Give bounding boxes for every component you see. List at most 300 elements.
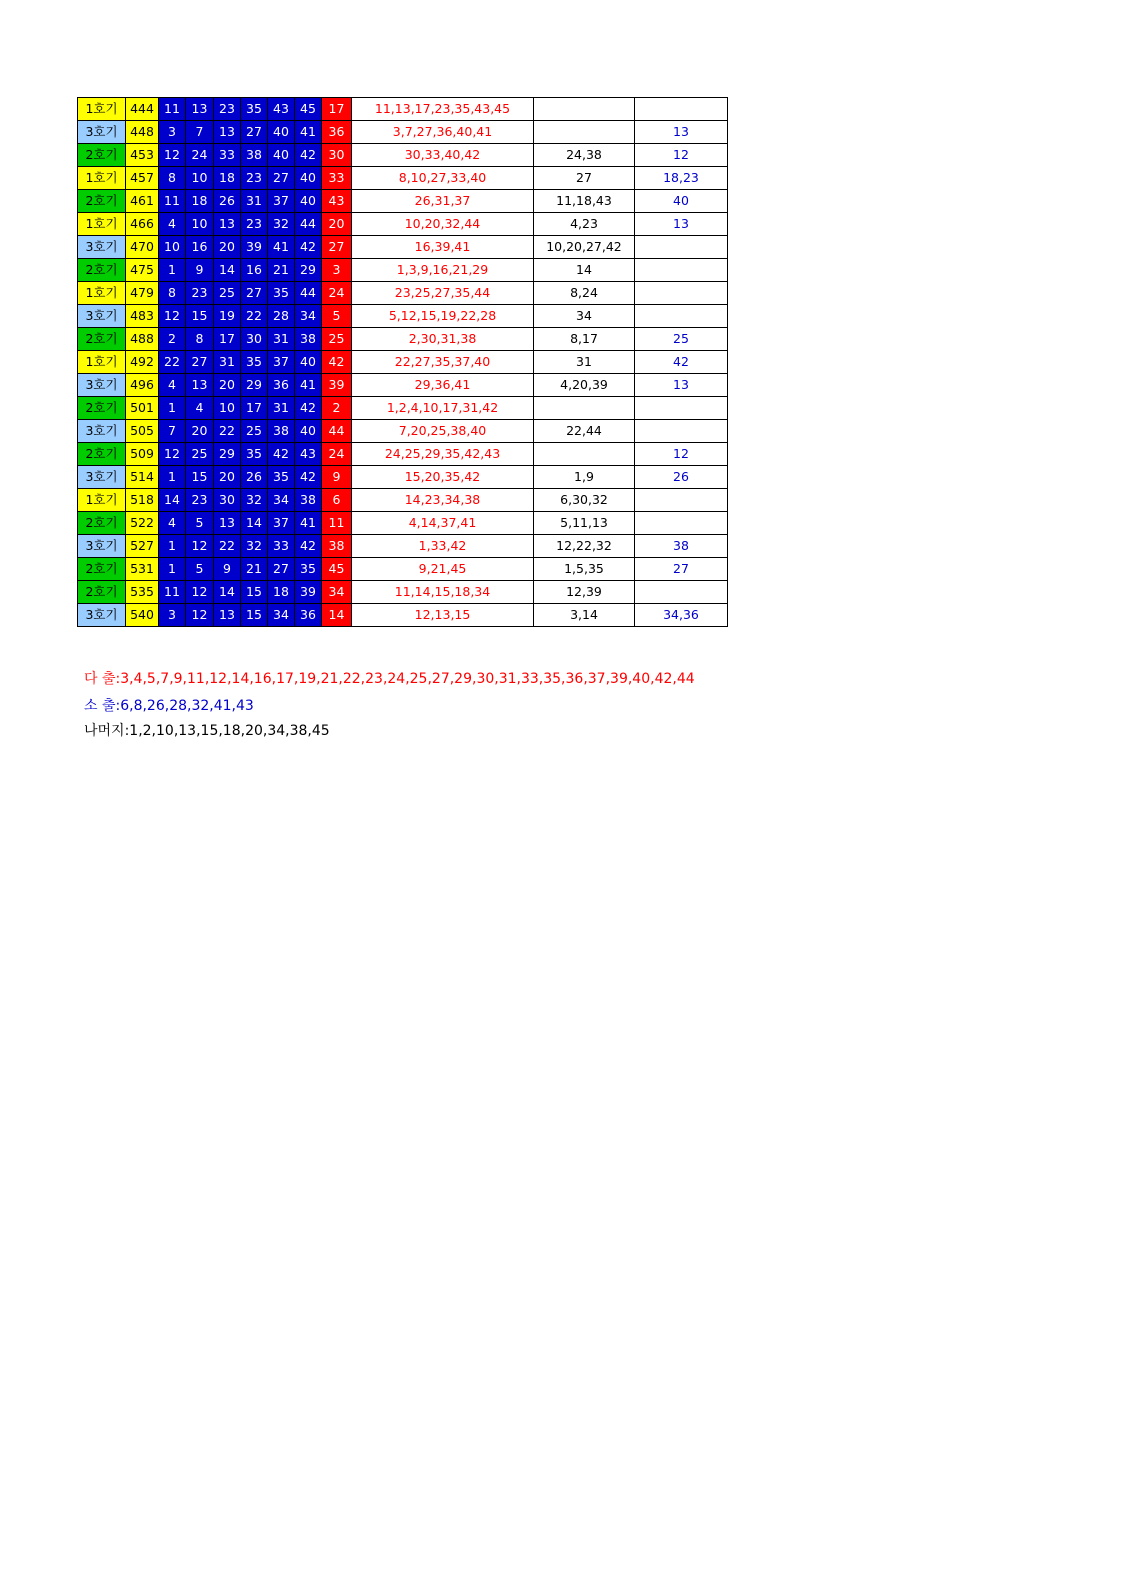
draw-number-cell: 475 <box>126 259 159 282</box>
machine-cell: 2호기 <box>78 190 126 213</box>
number-cell: 27 <box>241 282 268 305</box>
few-list-cell: 13 <box>635 121 728 144</box>
number-cell: 10 <box>214 397 241 420</box>
number-cell: 42 <box>295 397 322 420</box>
bonus-number-cell: 44 <box>322 420 352 443</box>
number-cell: 36 <box>268 374 295 397</box>
many-list-cell: 26,31,37 <box>352 190 534 213</box>
few-list-cell: 25 <box>635 328 728 351</box>
number-cell: 2 <box>159 328 186 351</box>
few-list-cell: 34,36 <box>635 604 728 627</box>
draw-number-cell: 488 <box>126 328 159 351</box>
number-cell: 7 <box>186 121 214 144</box>
few-list-cell: 38 <box>635 535 728 558</box>
number-cell: 25 <box>186 443 214 466</box>
rest-list-cell: 1,9 <box>534 466 635 489</box>
table-row <box>78 282 728 305</box>
number-cell: 37 <box>268 512 295 535</box>
number-cell: 20 <box>214 236 241 259</box>
machine-cell: 1호기 <box>78 98 126 121</box>
number-cell: 12 <box>159 305 186 328</box>
number-cell: 27 <box>268 558 295 581</box>
draw-number-cell: 531 <box>126 558 159 581</box>
number-cell: 11 <box>159 581 186 604</box>
few-list-cell <box>635 489 728 512</box>
number-cell: 38 <box>295 328 322 351</box>
table-row <box>78 167 728 190</box>
table-row <box>78 512 728 535</box>
number-cell: 14 <box>159 489 186 512</box>
many-list-cell: 12,13,15 <box>352 604 534 627</box>
machine-cell: 3호기 <box>78 604 126 627</box>
number-cell: 41 <box>268 236 295 259</box>
many-list-cell: 5,12,15,19,22,28 <box>352 305 534 328</box>
machine-cell: 2호기 <box>78 512 126 535</box>
table-row <box>78 397 728 420</box>
number-cell: 13 <box>214 604 241 627</box>
rest-list-cell: 14 <box>534 259 635 282</box>
number-cell: 4 <box>159 512 186 535</box>
number-cell: 23 <box>214 98 241 121</box>
number-cell: 21 <box>241 558 268 581</box>
number-cell: 16 <box>186 236 214 259</box>
draw-number-cell: 466 <box>126 213 159 236</box>
number-cell: 35 <box>295 558 322 581</box>
machine-cell: 1호기 <box>78 167 126 190</box>
number-cell: 10 <box>159 236 186 259</box>
table-row <box>78 144 728 167</box>
draw-number-cell: 522 <box>126 512 159 535</box>
bonus-number-cell: 17 <box>322 98 352 121</box>
bonus-number-cell: 24 <box>322 443 352 466</box>
number-cell: 8 <box>159 282 186 305</box>
number-cell: 25 <box>241 420 268 443</box>
number-cell: 18 <box>268 581 295 604</box>
number-cell: 41 <box>295 374 322 397</box>
table-row <box>78 98 728 121</box>
few-list-cell <box>635 512 728 535</box>
number-cell: 4 <box>159 213 186 236</box>
many-list-cell: 29,36,41 <box>352 374 534 397</box>
table-row <box>78 604 728 627</box>
few-values: 6,8,26,28,32,41,43 <box>120 698 254 714</box>
machine-cell: 2호기 <box>78 397 126 420</box>
number-cell: 18 <box>214 167 241 190</box>
number-cell: 3 <box>159 121 186 144</box>
number-cell: 37 <box>268 190 295 213</box>
few-list-cell <box>635 420 728 443</box>
number-cell: 22 <box>214 535 241 558</box>
number-cell: 9 <box>214 558 241 581</box>
rest-list-cell: 3,14 <box>534 604 635 627</box>
number-cell: 42 <box>295 466 322 489</box>
bonus-number-cell: 27 <box>322 236 352 259</box>
machine-cell: 2호기 <box>78 558 126 581</box>
draw-number-cell: 501 <box>126 397 159 420</box>
table-row <box>78 190 728 213</box>
bonus-number-cell: 33 <box>322 167 352 190</box>
rest-list-cell <box>534 397 635 420</box>
number-cell: 20 <box>186 420 214 443</box>
bonus-number-cell: 20 <box>322 213 352 236</box>
number-cell: 12 <box>186 581 214 604</box>
number-cell: 14 <box>214 581 241 604</box>
machine-cell: 2호기 <box>78 328 126 351</box>
number-cell: 27 <box>186 351 214 374</box>
number-cell: 23 <box>241 167 268 190</box>
number-cell: 35 <box>241 443 268 466</box>
machine-cell: 1호기 <box>78 489 126 512</box>
table-row <box>78 420 728 443</box>
few-list-cell: 12 <box>635 443 728 466</box>
many-summary <box>84 668 695 688</box>
number-cell: 33 <box>268 535 295 558</box>
number-cell: 32 <box>268 213 295 236</box>
bonus-number-cell: 9 <box>322 466 352 489</box>
number-cell: 45 <box>295 98 322 121</box>
machine-cell: 1호기 <box>78 351 126 374</box>
table-row <box>78 213 728 236</box>
number-cell: 15 <box>241 604 268 627</box>
bonus-number-cell: 2 <box>322 397 352 420</box>
bonus-number-cell: 6 <box>322 489 352 512</box>
bonus-number-cell: 34 <box>322 581 352 604</box>
number-cell: 31 <box>268 397 295 420</box>
number-cell: 15 <box>186 305 214 328</box>
number-cell: 8 <box>186 328 214 351</box>
machine-cell: 3호기 <box>78 374 126 397</box>
number-cell: 18 <box>186 190 214 213</box>
number-cell: 40 <box>295 351 322 374</box>
number-cell: 31 <box>268 328 295 351</box>
few-summary <box>84 695 254 715</box>
many-list-cell: 30,33,40,42 <box>352 144 534 167</box>
number-cell: 38 <box>268 420 295 443</box>
number-cell: 22 <box>214 420 241 443</box>
number-cell: 29 <box>295 259 322 282</box>
many-list-cell: 16,39,41 <box>352 236 534 259</box>
machine-cell: 2호기 <box>78 581 126 604</box>
number-cell: 12 <box>186 604 214 627</box>
number-cell: 3 <box>159 604 186 627</box>
number-cell: 34 <box>268 489 295 512</box>
draw-number-cell: 514 <box>126 466 159 489</box>
number-cell: 35 <box>241 351 268 374</box>
rest-label: 나머지: <box>84 723 130 739</box>
machine-cell: 2호기 <box>78 443 126 466</box>
table-row <box>78 121 728 144</box>
number-cell: 19 <box>214 305 241 328</box>
table-row <box>78 535 728 558</box>
draw-number-cell: 518 <box>126 489 159 512</box>
table-row <box>78 581 728 604</box>
number-cell: 35 <box>241 98 268 121</box>
number-cell: 17 <box>241 397 268 420</box>
rest-list-cell: 4,23 <box>534 213 635 236</box>
table-row <box>78 558 728 581</box>
number-cell: 31 <box>214 351 241 374</box>
number-cell: 40 <box>295 420 322 443</box>
number-cell: 1 <box>159 558 186 581</box>
many-values: 3,4,5,7,9,11,12,14,16,17,19,21,22,23,24,25,27,29,30,31,33,35,36,37,39,40,42,44 <box>120 671 695 687</box>
number-cell: 40 <box>295 167 322 190</box>
many-list-cell: 11,14,15,18,34 <box>352 581 534 604</box>
many-list-cell: 23,25,27,35,44 <box>352 282 534 305</box>
number-cell: 37 <box>268 351 295 374</box>
number-cell: 27 <box>241 121 268 144</box>
draw-number-cell: 457 <box>126 167 159 190</box>
number-cell: 42 <box>295 144 322 167</box>
few-list-cell <box>635 98 728 121</box>
rest-list-cell: 1,5,35 <box>534 558 635 581</box>
bonus-number-cell: 3 <box>322 259 352 282</box>
many-list-cell: 3,7,27,36,40,41 <box>352 121 534 144</box>
machine-cell: 3호기 <box>78 236 126 259</box>
number-cell: 13 <box>186 374 214 397</box>
number-cell: 16 <box>241 259 268 282</box>
number-cell: 1 <box>159 466 186 489</box>
number-cell: 25 <box>214 282 241 305</box>
number-cell: 23 <box>186 489 214 512</box>
bonus-number-cell: 25 <box>322 328 352 351</box>
many-list-cell: 9,21,45 <box>352 558 534 581</box>
rest-summary <box>84 720 330 740</box>
number-cell: 44 <box>295 213 322 236</box>
number-cell: 8 <box>159 167 186 190</box>
rest-list-cell: 5,11,13 <box>534 512 635 535</box>
number-cell: 13 <box>214 512 241 535</box>
few-list-cell: 12 <box>635 144 728 167</box>
machine-cell: 3호기 <box>78 305 126 328</box>
draw-number-cell: 535 <box>126 581 159 604</box>
number-cell: 32 <box>241 489 268 512</box>
many-list-cell: 1,33,42 <box>352 535 534 558</box>
number-cell: 11 <box>159 190 186 213</box>
rest-list-cell: 4,20,39 <box>534 374 635 397</box>
number-cell: 43 <box>268 98 295 121</box>
number-cell: 10 <box>186 167 214 190</box>
draw-number-cell: 492 <box>126 351 159 374</box>
number-cell: 34 <box>268 604 295 627</box>
few-list-cell <box>635 236 728 259</box>
rest-list-cell: 8,17 <box>534 328 635 351</box>
number-cell: 22 <box>241 305 268 328</box>
number-cell: 10 <box>186 213 214 236</box>
rest-list-cell <box>534 443 635 466</box>
number-cell: 35 <box>268 282 295 305</box>
draw-number-cell: 470 <box>126 236 159 259</box>
number-cell: 34 <box>295 305 322 328</box>
table-row <box>78 351 728 374</box>
rest-list-cell <box>534 98 635 121</box>
number-cell: 21 <box>268 259 295 282</box>
bonus-number-cell: 30 <box>322 144 352 167</box>
number-cell: 23 <box>186 282 214 305</box>
number-cell: 12 <box>186 535 214 558</box>
draw-number-cell: 505 <box>126 420 159 443</box>
number-cell: 41 <box>295 121 322 144</box>
number-cell: 28 <box>268 305 295 328</box>
bonus-number-cell: 45 <box>322 558 352 581</box>
draw-number-cell: 448 <box>126 121 159 144</box>
number-cell: 5 <box>186 558 214 581</box>
number-cell: 40 <box>295 190 322 213</box>
bonus-number-cell: 38 <box>322 535 352 558</box>
few-list-cell <box>635 397 728 420</box>
number-cell: 4 <box>159 374 186 397</box>
draw-number-cell: 453 <box>126 144 159 167</box>
rest-list-cell: 24,38 <box>534 144 635 167</box>
machine-cell: 1호기 <box>78 213 126 236</box>
bonus-number-cell: 42 <box>322 351 352 374</box>
number-cell: 12 <box>159 443 186 466</box>
few-list-cell: 42 <box>635 351 728 374</box>
machine-cell: 2호기 <box>78 144 126 167</box>
machine-cell: 3호기 <box>78 420 126 443</box>
many-list-cell: 24,25,29,35,42,43 <box>352 443 534 466</box>
number-cell: 4 <box>186 397 214 420</box>
number-cell: 1 <box>159 535 186 558</box>
draw-number-cell: 496 <box>126 374 159 397</box>
number-cell: 14 <box>241 512 268 535</box>
number-cell: 22 <box>159 351 186 374</box>
number-cell: 15 <box>186 466 214 489</box>
few-list-cell <box>635 581 728 604</box>
number-cell: 11 <box>159 98 186 121</box>
rest-list-cell: 11,18,43 <box>534 190 635 213</box>
rest-list-cell: 34 <box>534 305 635 328</box>
draw-number-cell: 461 <box>126 190 159 213</box>
draw-number-cell: 483 <box>126 305 159 328</box>
number-cell: 29 <box>214 443 241 466</box>
number-cell: 35 <box>268 466 295 489</box>
rest-list-cell: 6,30,32 <box>534 489 635 512</box>
lotto-history-table <box>77 97 728 627</box>
rest-list-cell: 8,24 <box>534 282 635 305</box>
number-cell: 44 <box>295 282 322 305</box>
number-cell: 23 <box>241 213 268 236</box>
number-cell: 42 <box>295 535 322 558</box>
many-list-cell: 1,3,9,16,21,29 <box>352 259 534 282</box>
rest-list-cell: 12,39 <box>534 581 635 604</box>
few-list-cell <box>635 259 728 282</box>
many-list-cell: 4,14,37,41 <box>352 512 534 535</box>
bonus-number-cell: 36 <box>322 121 352 144</box>
table-row <box>78 305 728 328</box>
number-cell: 42 <box>268 443 295 466</box>
few-list-cell: 13 <box>635 213 728 236</box>
number-cell: 40 <box>268 144 295 167</box>
many-label: 다 출: <box>84 671 121 687</box>
table-row <box>78 328 728 351</box>
number-cell: 14 <box>214 259 241 282</box>
number-cell: 9 <box>186 259 214 282</box>
machine-cell: 3호기 <box>78 121 126 144</box>
number-cell: 13 <box>214 121 241 144</box>
rest-list-cell: 10,20,27,42 <box>534 236 635 259</box>
many-list-cell: 2,30,31,38 <box>352 328 534 351</box>
number-cell: 13 <box>186 98 214 121</box>
number-cell: 40 <box>268 121 295 144</box>
few-label: 소 출: <box>84 698 121 714</box>
rest-list-cell: 22,44 <box>534 420 635 443</box>
table-row <box>78 374 728 397</box>
number-cell: 15 <box>241 581 268 604</box>
bonus-number-cell: 43 <box>322 190 352 213</box>
many-list-cell: 10,20,32,44 <box>352 213 534 236</box>
many-list-cell: 14,23,34,38 <box>352 489 534 512</box>
number-cell: 1 <box>159 259 186 282</box>
many-list-cell: 1,2,4,10,17,31,42 <box>352 397 534 420</box>
number-cell: 24 <box>186 144 214 167</box>
number-cell: 5 <box>186 512 214 535</box>
number-cell: 36 <box>295 604 322 627</box>
number-cell: 26 <box>241 466 268 489</box>
number-cell: 26 <box>214 190 241 213</box>
number-cell: 38 <box>241 144 268 167</box>
rest-list-cell <box>534 121 635 144</box>
table-row <box>78 443 728 466</box>
table-body <box>78 98 728 627</box>
many-list-cell: 11,13,17,23,35,43,45 <box>352 98 534 121</box>
number-cell: 27 <box>268 167 295 190</box>
draw-number-cell: 444 <box>126 98 159 121</box>
many-list-cell: 22,27,35,37,40 <box>352 351 534 374</box>
table-row <box>78 489 728 512</box>
number-cell: 41 <box>295 512 322 535</box>
table-row <box>78 259 728 282</box>
number-cell: 20 <box>214 374 241 397</box>
number-cell: 12 <box>159 144 186 167</box>
few-list-cell <box>635 282 728 305</box>
number-cell: 17 <box>214 328 241 351</box>
few-list-cell <box>635 305 728 328</box>
number-cell: 31 <box>241 190 268 213</box>
number-cell: 33 <box>214 144 241 167</box>
rest-list-cell: 27 <box>534 167 635 190</box>
table-row <box>78 466 728 489</box>
number-cell: 29 <box>241 374 268 397</box>
few-list-cell: 13 <box>635 374 728 397</box>
table-row <box>78 236 728 259</box>
few-list-cell: 40 <box>635 190 728 213</box>
number-cell: 39 <box>295 581 322 604</box>
few-list-cell: 18,23 <box>635 167 728 190</box>
bonus-number-cell: 5 <box>322 305 352 328</box>
number-cell: 42 <box>295 236 322 259</box>
number-cell: 7 <box>159 420 186 443</box>
number-cell: 39 <box>241 236 268 259</box>
machine-cell: 1호기 <box>78 282 126 305</box>
rest-list-cell: 31 <box>534 351 635 374</box>
draw-number-cell: 527 <box>126 535 159 558</box>
few-list-cell: 27 <box>635 558 728 581</box>
bonus-number-cell: 14 <box>322 604 352 627</box>
number-cell: 1 <box>159 397 186 420</box>
machine-cell: 2호기 <box>78 259 126 282</box>
bonus-number-cell: 11 <box>322 512 352 535</box>
many-list-cell: 7,20,25,38,40 <box>352 420 534 443</box>
machine-cell: 3호기 <box>78 535 126 558</box>
bonus-number-cell: 39 <box>322 374 352 397</box>
machine-cell: 3호기 <box>78 466 126 489</box>
draw-number-cell: 540 <box>126 604 159 627</box>
bonus-number-cell: 24 <box>322 282 352 305</box>
number-cell: 30 <box>214 489 241 512</box>
number-cell: 20 <box>214 466 241 489</box>
draw-number-cell: 509 <box>126 443 159 466</box>
number-cell: 32 <box>241 535 268 558</box>
